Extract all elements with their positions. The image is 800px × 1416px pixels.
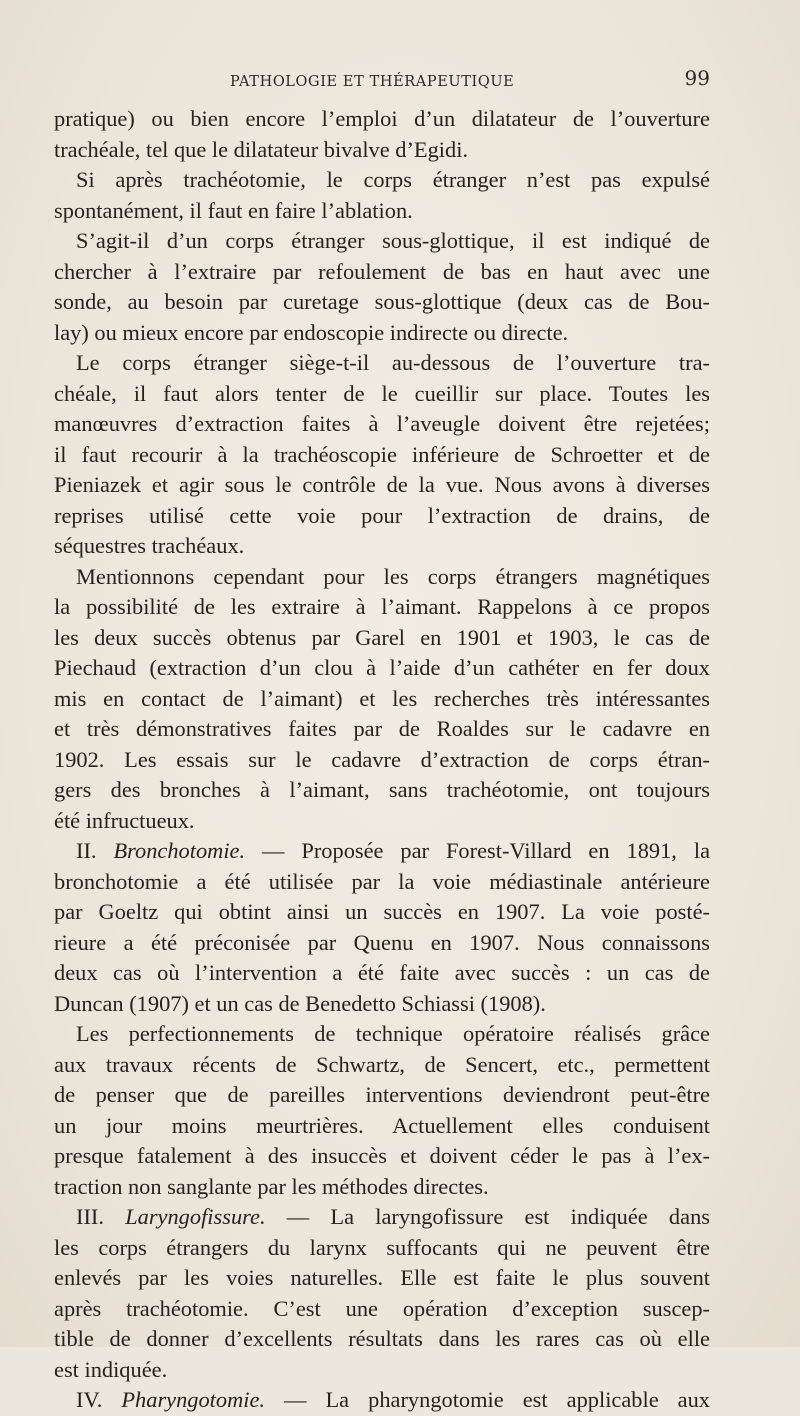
section-text: La pharyngotomie est applicable aux [325,1387,711,1412]
section-title: Laryngofissure. [125,1204,266,1229]
text-line: gers des bronches à l’aimant, sans trachéotomie, ont toujours [54,777,710,802]
text-line: pratique) ou bien encore l’emploi d’un dilatateur de l’ouverture [54,106,710,131]
text-line: aux travaux récents de Schwartz, de Sencert, etc., permettent [54,1051,710,1077]
text-line: par Goeltz qui obtint ainsi un succès en 1907. La voie posté- [54,899,710,924]
text-line: reprises utilisé cette voie pour l’extraction de drains, de [54,502,710,528]
text-line: 1902. Les essais sur le cadavre d’extraction de corps étran- [54,746,710,772]
text-line: Si après trachéotomie, le corps étranger n’est pas expulsé [76,167,710,192]
text-line: manœuvres d’extraction faites à l’aveugle doivent être rejetées; [54,411,710,436]
section-heading-line [54,1202,710,1233]
section-dash: — [265,1204,331,1229]
page-number: 99 [684,66,710,90]
text-line: chercher à l’extraire par refoulement de bas en haut avec une [54,258,710,284]
text-line: Duncan (1907) et un cas de Benedetto Schiassi (1908). [54,990,546,1016]
text-line: la possibilité de les extraire à l’aimant. Rappelons à ce propos [54,594,710,619]
text-line: Les perfectionnements de technique opératoire réalisés grâce [76,1021,710,1046]
section-dash: — [245,838,302,863]
text-line: S’agit-il d’un corps étranger sous-glottique, il est indiqué de [76,228,710,253]
section-dash: — [265,1387,326,1412]
text-line: deux cas où l’intervention a été faite avec succès : un cas de [54,960,710,985]
section-number: IV. [76,1387,122,1412]
text-line: Le corps étranger siège-t-il au-dessous de l’ouverture tra- [76,350,710,375]
text-line: enlevés par les voies naturelles. Elle est faite le plus souvent [54,1265,710,1290]
text-line: les corps étrangers du larynx suffocants qui ne peuvent être [54,1234,710,1260]
section-title: Pharyngotomie. [121,1387,266,1412]
text-line: mis en contact de l’aimant) et les recherches très intéressantes [54,685,710,711]
body-text [54,104,710,1416]
text-line: Pieniazek et agir sous le contrôle de la vue. Nous avons à diverses [54,472,710,497]
section-number: III. [76,1204,126,1229]
text-line: les deux succès obtenus par Garel en 1901 et 1903, le cas de [54,624,710,650]
text-line: sonde, au besoin par curetage sous-glottique (deux cas de Bou- [54,289,710,314]
text-line: été infructueux. [54,807,195,833]
running-head: PATHOLOGIE ET THÉRAPEUTIQUE [230,74,515,90]
section-number: II. [76,838,114,863]
text-line: rieure a été préconisée par Quenu en 1907. Nous connaissons [54,929,710,955]
text-line: de penser que de pareilles interventions deviendront peut-être [54,1082,710,1107]
text-line: presque fatalement à des insuccès et doivent céder le pas à l’ex- [54,1143,710,1168]
text-line: Mentionnons cependant pour les corps étrangers magnétiques [76,563,710,589]
section-heading-line [54,836,710,867]
section-text: Proposée par Forest-Villard en 1891, la [301,838,711,863]
text-line: tible de donner d’excellents résultats dans les rares cas où elle [54,1326,710,1351]
section-heading-line [54,1385,710,1416]
text-line: séquestres trachéaux. [54,533,245,558]
page-header [54,66,710,96]
text-line: il faut recourir à la trachéoscopie inférieure de Schroetter et de [54,441,710,467]
text-line: traction non sanglante par les méthodes directes. [54,1173,489,1199]
text-line: chéale, il faut alors tenter de le cueillir sur place. Toutes les [54,380,710,406]
text-line: spontanément, il faut en faire l’ablation. [54,197,413,223]
text-line: après trachéotomie. C’est une opération d’exception suscep- [54,1295,710,1321]
text-line: bronchotomie a été utilisée par la voie médiastinale antérieure [54,868,710,894]
text-line: lay) ou mieux encore par endoscopie indirecte ou directe. [54,319,569,345]
text-line: un jour moins meurtrières. Actuellement elles conduisent [54,1112,710,1138]
section-title: Bronchotomie. [113,838,246,863]
section-text: La laryngofissure est indiquée dans [330,1204,710,1229]
text-line: est indiquée. [54,1356,168,1382]
text-line: et très démonstratives faites par de Roaldes sur le cadavre en [54,716,710,741]
text-line: trachéale, tel que le dilatateur bivalve d’Egidi. [54,136,469,162]
text-line: Piechaud (extraction d’un clou à l’aide d’un cathéter en fer doux [54,655,710,680]
